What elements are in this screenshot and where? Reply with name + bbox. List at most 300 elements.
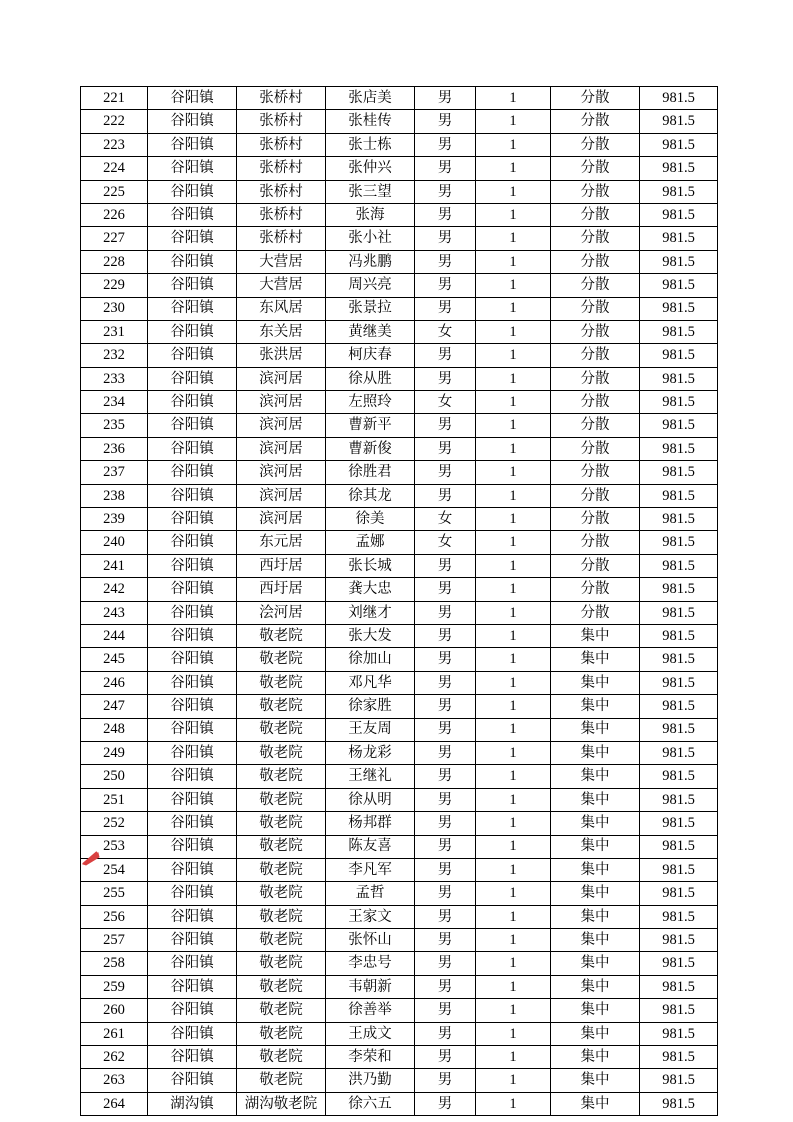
cell-index: 222 xyxy=(81,110,148,133)
cell-index: 232 xyxy=(81,344,148,367)
cell-count: 1 xyxy=(476,250,551,273)
cell-count: 1 xyxy=(476,157,551,180)
cell-count: 1 xyxy=(476,297,551,320)
cell-index: 233 xyxy=(81,367,148,390)
cell-village: 张桥村 xyxy=(237,227,326,250)
cell-name: 徐家胜 xyxy=(326,695,415,718)
cell-town: 谷阳镇 xyxy=(148,437,237,460)
cell-type: 分散 xyxy=(551,367,640,390)
cell-index: 229 xyxy=(81,274,148,297)
cell-count: 1 xyxy=(476,905,551,928)
cell-town: 谷阳镇 xyxy=(148,344,237,367)
cell-count: 1 xyxy=(476,999,551,1022)
cell-sex: 男 xyxy=(415,999,476,1022)
cell-type: 分散 xyxy=(551,227,640,250)
cell-name: 柯庆春 xyxy=(326,344,415,367)
cell-name: 张仲兴 xyxy=(326,157,415,180)
table-row xyxy=(81,741,718,764)
cell-town: 谷阳镇 xyxy=(148,601,237,624)
cell-village: 敬老院 xyxy=(237,765,326,788)
cell-town: 谷阳镇 xyxy=(148,1069,237,1092)
cell-amount: 981.5 xyxy=(640,414,718,437)
cell-amount: 981.5 xyxy=(640,929,718,952)
cell-type: 集中 xyxy=(551,648,640,671)
cell-type: 分散 xyxy=(551,87,640,110)
cell-town: 谷阳镇 xyxy=(148,835,237,858)
table-row xyxy=(81,905,718,928)
cell-sex: 男 xyxy=(415,788,476,811)
table-row xyxy=(81,157,718,180)
cell-count: 1 xyxy=(476,133,551,156)
cell-index: 255 xyxy=(81,882,148,905)
cell-index: 243 xyxy=(81,601,148,624)
cell-index: 247 xyxy=(81,695,148,718)
cell-sex: 男 xyxy=(415,718,476,741)
cell-type: 分散 xyxy=(551,203,640,226)
cell-type: 集中 xyxy=(551,929,640,952)
cell-amount: 981.5 xyxy=(640,250,718,273)
cell-village: 滨河居 xyxy=(237,367,326,390)
cell-type: 集中 xyxy=(551,1046,640,1069)
cell-sex: 男 xyxy=(415,414,476,437)
cell-name: 黄继美 xyxy=(326,320,415,343)
cell-index: 254 xyxy=(81,858,148,881)
cell-town: 谷阳镇 xyxy=(148,671,237,694)
cell-amount: 981.5 xyxy=(640,554,718,577)
cell-sex: 男 xyxy=(415,929,476,952)
cell-sex: 男 xyxy=(415,157,476,180)
cell-town: 谷阳镇 xyxy=(148,250,237,273)
cell-count: 1 xyxy=(476,227,551,250)
cell-village: 敬老院 xyxy=(237,695,326,718)
cell-index: 239 xyxy=(81,508,148,531)
cell-index: 241 xyxy=(81,554,148,577)
cell-count: 1 xyxy=(476,601,551,624)
cell-name: 张景拉 xyxy=(326,297,415,320)
cell-amount: 981.5 xyxy=(640,508,718,531)
cell-type: 集中 xyxy=(551,765,640,788)
cell-amount: 981.5 xyxy=(640,812,718,835)
cell-count: 1 xyxy=(476,788,551,811)
cell-town: 谷阳镇 xyxy=(148,133,237,156)
cell-sex: 男 xyxy=(415,741,476,764)
cell-name: 徐善举 xyxy=(326,999,415,1022)
cell-index: 225 xyxy=(81,180,148,203)
cell-amount: 981.5 xyxy=(640,741,718,764)
cell-name: 徐胜君 xyxy=(326,461,415,484)
cell-index: 249 xyxy=(81,741,148,764)
cell-village: 敬老院 xyxy=(237,1046,326,1069)
cell-index: 237 xyxy=(81,461,148,484)
cell-town: 谷阳镇 xyxy=(148,741,237,764)
cell-index: 242 xyxy=(81,578,148,601)
cell-name: 徐从明 xyxy=(326,788,415,811)
cell-village: 滨河居 xyxy=(237,508,326,531)
cell-index: 256 xyxy=(81,905,148,928)
cell-village: 敬老院 xyxy=(237,905,326,928)
cell-index: 226 xyxy=(81,203,148,226)
cell-sex: 男 xyxy=(415,648,476,671)
cell-village: 大营居 xyxy=(237,274,326,297)
table-row xyxy=(81,788,718,811)
cell-index: 224 xyxy=(81,157,148,180)
cell-type: 分散 xyxy=(551,344,640,367)
cell-town: 谷阳镇 xyxy=(148,952,237,975)
cell-sex: 男 xyxy=(415,858,476,881)
cell-village: 东风居 xyxy=(237,297,326,320)
cell-sex: 女 xyxy=(415,531,476,554)
cell-name: 徐从胜 xyxy=(326,367,415,390)
cell-name: 曹新俊 xyxy=(326,437,415,460)
cell-village: 张桥村 xyxy=(237,87,326,110)
table-row xyxy=(81,274,718,297)
cell-index: 234 xyxy=(81,391,148,414)
cell-name: 杨龙彩 xyxy=(326,741,415,764)
cell-type: 分散 xyxy=(551,274,640,297)
cell-count: 1 xyxy=(476,1069,551,1092)
cell-town: 谷阳镇 xyxy=(148,578,237,601)
cell-sex: 男 xyxy=(415,250,476,273)
cell-index: 221 xyxy=(81,87,148,110)
cell-count: 1 xyxy=(476,1092,551,1115)
cell-amount: 981.5 xyxy=(640,601,718,624)
cell-amount: 981.5 xyxy=(640,437,718,460)
table-body xyxy=(81,87,718,1116)
cell-village: 张桥村 xyxy=(237,110,326,133)
cell-count: 1 xyxy=(476,858,551,881)
cell-sex: 男 xyxy=(415,671,476,694)
table-row xyxy=(81,367,718,390)
table-row xyxy=(81,578,718,601)
cell-sex: 男 xyxy=(415,975,476,998)
cell-count: 1 xyxy=(476,812,551,835)
cell-type: 集中 xyxy=(551,999,640,1022)
cell-amount: 981.5 xyxy=(640,858,718,881)
cell-town: 谷阳镇 xyxy=(148,484,237,507)
cell-name: 曹新平 xyxy=(326,414,415,437)
cell-village: 滨河居 xyxy=(237,484,326,507)
cell-amount: 981.5 xyxy=(640,952,718,975)
cell-amount: 981.5 xyxy=(640,367,718,390)
table-row xyxy=(81,975,718,998)
cell-name: 王继礼 xyxy=(326,765,415,788)
cell-amount: 981.5 xyxy=(640,835,718,858)
cell-village: 滨河居 xyxy=(237,414,326,437)
table-row xyxy=(81,1092,718,1115)
cell-amount: 981.5 xyxy=(640,1022,718,1045)
cell-count: 1 xyxy=(476,367,551,390)
cell-village: 敬老院 xyxy=(237,882,326,905)
cell-village: 敬老院 xyxy=(237,1022,326,1045)
table-row xyxy=(81,203,718,226)
cell-index: 257 xyxy=(81,929,148,952)
cell-count: 1 xyxy=(476,671,551,694)
cell-count: 1 xyxy=(476,344,551,367)
cell-name: 张怀山 xyxy=(326,929,415,952)
cell-sex: 男 xyxy=(415,1069,476,1092)
cell-name: 张长城 xyxy=(326,554,415,577)
cell-town: 谷阳镇 xyxy=(148,391,237,414)
cell-town: 谷阳镇 xyxy=(148,320,237,343)
cell-village: 敬老院 xyxy=(237,812,326,835)
cell-count: 1 xyxy=(476,578,551,601)
cell-type: 集中 xyxy=(551,835,640,858)
cell-amount: 981.5 xyxy=(640,110,718,133)
cell-town: 谷阳镇 xyxy=(148,531,237,554)
cell-amount: 981.5 xyxy=(640,344,718,367)
cell-type: 集中 xyxy=(551,788,640,811)
cell-amount: 981.5 xyxy=(640,391,718,414)
cell-name: 孟娜 xyxy=(326,531,415,554)
cell-village: 敬老院 xyxy=(237,718,326,741)
cell-count: 1 xyxy=(476,882,551,905)
cell-amount: 981.5 xyxy=(640,788,718,811)
cell-count: 1 xyxy=(476,765,551,788)
cell-town: 谷阳镇 xyxy=(148,461,237,484)
cell-count: 1 xyxy=(476,508,551,531)
cell-type: 集中 xyxy=(551,882,640,905)
cell-type: 分散 xyxy=(551,461,640,484)
table-row xyxy=(81,952,718,975)
cell-count: 1 xyxy=(476,461,551,484)
cell-town: 谷阳镇 xyxy=(148,788,237,811)
cell-amount: 981.5 xyxy=(640,227,718,250)
cell-name: 张士栋 xyxy=(326,133,415,156)
cell-index: 244 xyxy=(81,624,148,647)
cell-amount: 981.5 xyxy=(640,461,718,484)
cell-index: 261 xyxy=(81,1022,148,1045)
cell-index: 231 xyxy=(81,320,148,343)
table-row xyxy=(81,695,718,718)
cell-name: 陈友喜 xyxy=(326,835,415,858)
cell-sex: 男 xyxy=(415,835,476,858)
table-row xyxy=(81,999,718,1022)
cell-type: 集中 xyxy=(551,952,640,975)
cell-name: 孟哲 xyxy=(326,882,415,905)
cell-type: 集中 xyxy=(551,858,640,881)
cell-sex: 女 xyxy=(415,391,476,414)
cell-village: 敬老院 xyxy=(237,858,326,881)
cell-town: 谷阳镇 xyxy=(148,1022,237,1045)
cell-sex: 女 xyxy=(415,508,476,531)
cell-count: 1 xyxy=(476,741,551,764)
cell-village: 敬老院 xyxy=(237,788,326,811)
cell-sex: 男 xyxy=(415,812,476,835)
cell-town: 谷阳镇 xyxy=(148,274,237,297)
cell-type: 集中 xyxy=(551,1092,640,1115)
cell-village: 东关居 xyxy=(237,320,326,343)
cell-index: 253 xyxy=(81,835,148,858)
cell-sex: 男 xyxy=(415,110,476,133)
cell-type: 集中 xyxy=(551,695,640,718)
cell-amount: 981.5 xyxy=(640,133,718,156)
cell-town: 谷阳镇 xyxy=(148,695,237,718)
cell-type: 集中 xyxy=(551,905,640,928)
cell-type: 分散 xyxy=(551,391,640,414)
table-row xyxy=(81,835,718,858)
table-row xyxy=(81,110,718,133)
cell-name: 韦朝新 xyxy=(326,975,415,998)
cell-count: 1 xyxy=(476,835,551,858)
cell-count: 1 xyxy=(476,554,551,577)
cell-sex: 男 xyxy=(415,274,476,297)
cell-count: 1 xyxy=(476,648,551,671)
cell-sex: 男 xyxy=(415,133,476,156)
table-row xyxy=(81,344,718,367)
cell-count: 1 xyxy=(476,624,551,647)
cell-town: 谷阳镇 xyxy=(148,999,237,1022)
cell-index: 227 xyxy=(81,227,148,250)
table-row xyxy=(81,180,718,203)
cell-village: 张桥村 xyxy=(237,203,326,226)
cell-count: 1 xyxy=(476,87,551,110)
cell-name: 徐六五 xyxy=(326,1092,415,1115)
cell-count: 1 xyxy=(476,929,551,952)
cell-index: 246 xyxy=(81,671,148,694)
cell-sex: 男 xyxy=(415,227,476,250)
cell-type: 分散 xyxy=(551,437,640,460)
cell-town: 谷阳镇 xyxy=(148,414,237,437)
cell-amount: 981.5 xyxy=(640,531,718,554)
cell-name: 左照玲 xyxy=(326,391,415,414)
cell-town: 谷阳镇 xyxy=(148,157,237,180)
table-row xyxy=(81,671,718,694)
cell-sex: 男 xyxy=(415,484,476,507)
cell-village: 敬老院 xyxy=(237,999,326,1022)
cell-count: 1 xyxy=(476,952,551,975)
cell-type: 集中 xyxy=(551,718,640,741)
cell-index: 240 xyxy=(81,531,148,554)
cell-type: 分散 xyxy=(551,297,640,320)
cell-amount: 981.5 xyxy=(640,87,718,110)
cell-index: 228 xyxy=(81,250,148,273)
cell-village: 敬老院 xyxy=(237,1069,326,1092)
cell-type: 集中 xyxy=(551,1022,640,1045)
cell-type: 分散 xyxy=(551,133,640,156)
cell-sex: 男 xyxy=(415,367,476,390)
cell-sex: 男 xyxy=(415,905,476,928)
cell-town: 谷阳镇 xyxy=(148,203,237,226)
cell-amount: 981.5 xyxy=(640,484,718,507)
cell-sex: 男 xyxy=(415,952,476,975)
cell-village: 敬老院 xyxy=(237,929,326,952)
table-row xyxy=(81,554,718,577)
cell-type: 集中 xyxy=(551,741,640,764)
cell-count: 1 xyxy=(476,203,551,226)
cell-amount: 981.5 xyxy=(640,671,718,694)
cell-name: 徐加山 xyxy=(326,648,415,671)
cell-village: 大营居 xyxy=(237,250,326,273)
cell-count: 1 xyxy=(476,1046,551,1069)
cell-name: 王家文 xyxy=(326,905,415,928)
cell-amount: 981.5 xyxy=(640,624,718,647)
cell-town: 谷阳镇 xyxy=(148,1046,237,1069)
table-row xyxy=(81,461,718,484)
cell-index: 238 xyxy=(81,484,148,507)
cell-town: 湖沟镇 xyxy=(148,1092,237,1115)
cell-village: 敬老院 xyxy=(237,624,326,647)
cell-town: 谷阳镇 xyxy=(148,975,237,998)
cell-index: 263 xyxy=(81,1069,148,1092)
cell-type: 分散 xyxy=(551,531,640,554)
cell-index: 230 xyxy=(81,297,148,320)
cell-village: 东元居 xyxy=(237,531,326,554)
cell-index: 235 xyxy=(81,414,148,437)
cell-name: 王成文 xyxy=(326,1022,415,1045)
cell-amount: 981.5 xyxy=(640,975,718,998)
cell-type: 集中 xyxy=(551,975,640,998)
cell-name: 张桂传 xyxy=(326,110,415,133)
cell-town: 谷阳镇 xyxy=(148,905,237,928)
cell-village: 敬老院 xyxy=(237,671,326,694)
table-row xyxy=(81,648,718,671)
cell-amount: 981.5 xyxy=(640,1069,718,1092)
cell-sex: 男 xyxy=(415,554,476,577)
cell-name: 周兴亮 xyxy=(326,274,415,297)
cell-index: 245 xyxy=(81,648,148,671)
cell-name: 洪乃勤 xyxy=(326,1069,415,1092)
cell-name: 龚大忠 xyxy=(326,578,415,601)
table-row xyxy=(81,1069,718,1092)
cell-type: 分散 xyxy=(551,320,640,343)
cell-town: 谷阳镇 xyxy=(148,554,237,577)
cell-sex: 男 xyxy=(415,1022,476,1045)
supported-persons-table xyxy=(80,86,718,1116)
cell-name: 刘继才 xyxy=(326,601,415,624)
cell-sex: 男 xyxy=(415,765,476,788)
cell-index: 250 xyxy=(81,765,148,788)
cell-name: 张大发 xyxy=(326,624,415,647)
cell-count: 1 xyxy=(476,110,551,133)
cell-name: 张小社 xyxy=(326,227,415,250)
cell-type: 分散 xyxy=(551,508,640,531)
cell-type: 分散 xyxy=(551,554,640,577)
cell-index: 260 xyxy=(81,999,148,1022)
cell-index: 264 xyxy=(81,1092,148,1115)
cell-name: 邓凡华 xyxy=(326,671,415,694)
cell-name: 李荣和 xyxy=(326,1046,415,1069)
table-row xyxy=(81,882,718,905)
cell-count: 1 xyxy=(476,718,551,741)
table-container xyxy=(80,86,695,1116)
cell-index: 258 xyxy=(81,952,148,975)
cell-town: 谷阳镇 xyxy=(148,882,237,905)
cell-sex: 男 xyxy=(415,437,476,460)
cell-index: 259 xyxy=(81,975,148,998)
cell-index: 251 xyxy=(81,788,148,811)
cell-sex: 男 xyxy=(415,578,476,601)
cell-sex: 男 xyxy=(415,87,476,110)
cell-town: 谷阳镇 xyxy=(148,858,237,881)
table-row xyxy=(81,765,718,788)
table-row xyxy=(81,531,718,554)
cell-name: 李忠号 xyxy=(326,952,415,975)
cell-type: 分散 xyxy=(551,110,640,133)
cell-town: 谷阳镇 xyxy=(148,227,237,250)
table-row xyxy=(81,437,718,460)
cell-amount: 981.5 xyxy=(640,905,718,928)
cell-town: 谷阳镇 xyxy=(148,508,237,531)
cell-count: 1 xyxy=(476,320,551,343)
cell-amount: 981.5 xyxy=(640,765,718,788)
cell-type: 分散 xyxy=(551,180,640,203)
cell-sex: 男 xyxy=(415,695,476,718)
cell-index: 236 xyxy=(81,437,148,460)
cell-town: 谷阳镇 xyxy=(148,765,237,788)
cell-amount: 981.5 xyxy=(640,578,718,601)
cell-village: 浍河居 xyxy=(237,601,326,624)
cell-amount: 981.5 xyxy=(640,274,718,297)
